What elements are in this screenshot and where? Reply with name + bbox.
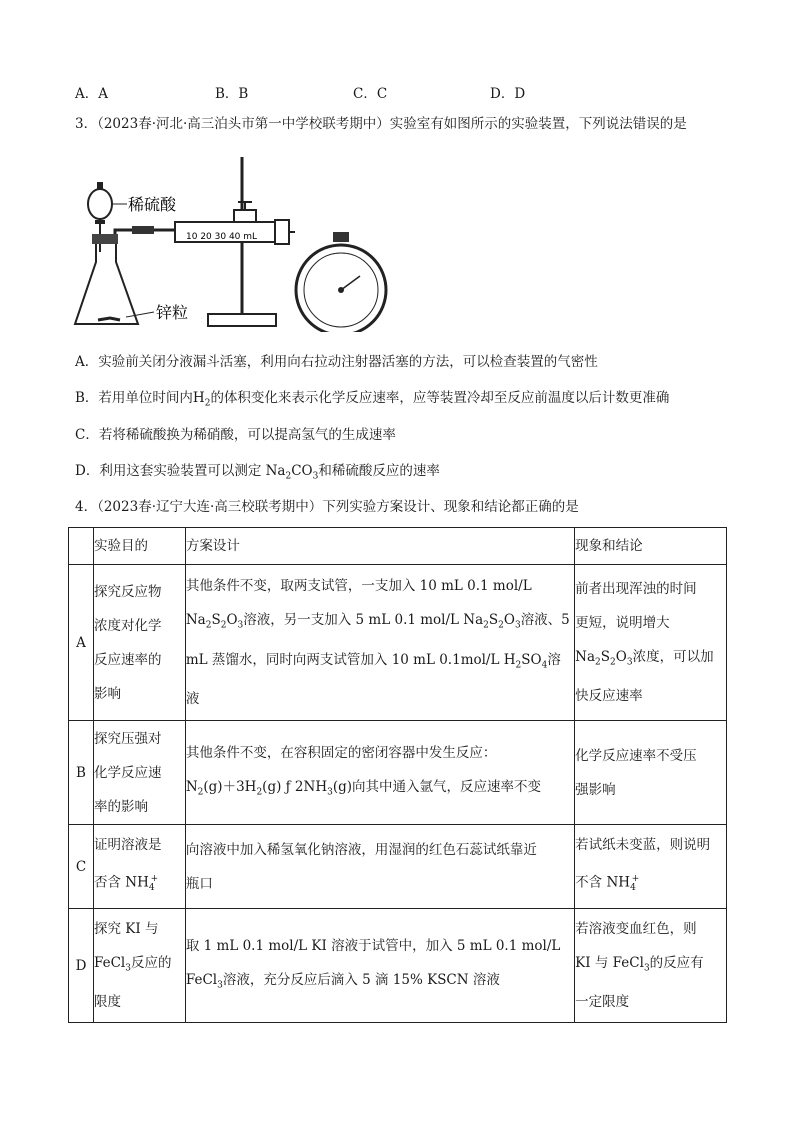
result-line: 强影响 xyxy=(575,781,616,798)
label-zinc-granules: 锌粒 xyxy=(156,303,189,322)
option-3d-post: 和稀硫酸反应的速率 xyxy=(318,463,440,479)
result-line: 快反应速率 xyxy=(575,688,643,705)
row-b-purpose xyxy=(93,721,185,825)
question-3-stem: 3．（2023春·河北·高三泊头市第一中学校联考期中）实验室有如图所示的实验装置，下列说法错误的是 xyxy=(75,116,687,132)
text: O xyxy=(503,611,515,628)
text: 溶 xyxy=(547,651,561,668)
purpose-line: 否含 $NH_4^+$ xyxy=(93,873,159,894)
table-row xyxy=(69,909,727,1023)
result-line: KI 与 FeCl$_3$的反应有 xyxy=(575,954,704,974)
separatory-funnel xyxy=(88,189,112,219)
result-line: 若试纸未变蓝，则说明 xyxy=(575,836,711,853)
result-line: 前者出现浑浊的时间 xyxy=(575,580,697,597)
table-row xyxy=(69,825,727,909)
row-d-design xyxy=(185,909,574,1023)
text: O xyxy=(615,648,627,665)
text: mL 蒸馏水，同时向两支试管加入 10 mL 0.1mol/L H xyxy=(185,651,516,668)
text: SO xyxy=(521,651,542,668)
text: KI 与 FeCl xyxy=(575,954,644,971)
option-3b-post: 的体积变化来表示化学反应速率，应等装置冷却至反应前温度以后计数更准确 xyxy=(210,390,670,406)
option-3d-mid: CO xyxy=(291,463,313,479)
text: 的反应有 xyxy=(649,954,704,971)
purpose-line: 化学反应速 xyxy=(93,764,162,781)
design-line: $Na_2S_2O_3$溶液，另一支加入 5 mL 0.1 mol/L $Na_2S_2O_3$溶液、5 xyxy=(185,611,570,631)
table-row xyxy=(69,565,727,721)
option-d: D．D xyxy=(490,86,526,102)
text: 溶液、5 xyxy=(520,611,570,628)
row-a-result xyxy=(575,565,727,721)
option-b: B．B xyxy=(215,86,249,102)
rubber-tube xyxy=(132,226,154,234)
text: 溶液，另一支加入 5 mL 0.1 mol/L Na xyxy=(243,611,484,628)
conical-flask xyxy=(75,244,138,324)
text: 反应的 xyxy=(130,954,172,971)
text: S xyxy=(211,611,221,628)
purpose-line: 影响 xyxy=(93,685,121,702)
header-purpose: 实验目的 xyxy=(93,528,185,565)
option-3b: B．若用单位时间内$H_2$的体积变化来表示化学反应速率，应等装置冷却至反应前温度以后计数更准确 xyxy=(75,390,670,409)
purpose-line: 证明溶液是 xyxy=(93,836,162,853)
option-3a: A．实验前关闭分液漏斗活塞，利用向右拉动注射器活塞的方法，可以检查装置的气密性 xyxy=(75,354,598,370)
header-design: 方案设计 xyxy=(185,528,574,565)
purpose-line: 限度 xyxy=(93,994,121,1011)
table-row xyxy=(69,721,727,825)
row-b-result xyxy=(575,721,727,825)
text: S xyxy=(600,648,611,665)
text: FeCl xyxy=(93,954,126,971)
header-result: 现象和结论 xyxy=(575,528,727,565)
result-line: 不含 $NH_4^+$ xyxy=(575,873,640,894)
apparatus-figure xyxy=(70,152,390,332)
stand-base xyxy=(208,314,276,326)
text: N xyxy=(185,778,198,795)
row-d-result xyxy=(575,909,727,1023)
design-line: 其他条件不变，在容积固定的密闭容器中发生反应： xyxy=(185,744,497,761)
design-line: 向溶液中加入稀氢氧化钠溶液，用湿润的红色石蕊试纸靠近 xyxy=(185,841,537,858)
purpose-line: 率的影响 xyxy=(93,798,148,815)
text: 浓度，可以加 xyxy=(632,648,714,665)
result-line: 若溶液变血红色，则 xyxy=(575,920,697,937)
text: FeCl xyxy=(185,971,218,988)
text: Na xyxy=(185,611,206,628)
purpose-line: FeCl$_3$反应的 xyxy=(93,954,172,974)
option-3c: C．若将稀硫酸换为稀硝酸，可以提高氢气的生成速率 xyxy=(75,427,396,443)
row-label-c: C xyxy=(69,825,94,909)
result-line: 化学反应速率不受压 xyxy=(575,747,697,764)
design-line: 其他条件不变，取两支试管，一支加入 10 mL 0.1 mol/L xyxy=(185,577,532,594)
row-label-d: D xyxy=(69,909,94,1023)
row-c-result xyxy=(575,825,727,909)
table-header-row xyxy=(69,528,727,565)
purpose-line: 探究反应物 xyxy=(93,583,162,600)
result-line: 一定限度 xyxy=(575,994,630,1011)
row-c-design xyxy=(185,825,574,909)
option-a: A．A xyxy=(75,86,108,102)
text: O xyxy=(226,611,238,628)
text: (g)向其中通入氩气，反应速率不变 xyxy=(332,778,542,795)
design-line: FeCl$_3$溶液，充分反应后滴入 5 滴 15% KSCN 溶液 xyxy=(185,971,500,991)
stopper xyxy=(92,234,118,244)
option-3d: D．利用这套实验装置可以测定 $Na_2CO_3$和稀硫酸反应的速率 xyxy=(75,463,440,482)
design-line: 取 1 mL 0.1 mol/L KI 溶液于试管中，加入 5 mL 0.1 mol/L xyxy=(185,937,561,954)
text: 不含 NH xyxy=(575,874,631,891)
text: S xyxy=(488,611,499,628)
text: (g)＋3H xyxy=(203,778,257,795)
text: Na xyxy=(575,648,596,665)
option-c: C．C xyxy=(353,86,388,102)
design-line: 瓶口 xyxy=(185,875,213,892)
row-d-purpose xyxy=(93,909,185,1023)
design-line: 液 xyxy=(185,691,200,708)
question-4-stem: 4．（2023春·辽宁大连·高三校联考期中）下列实验方案设计、现象和结论都正确的是 xyxy=(75,499,579,515)
row-a-design xyxy=(185,565,574,721)
stopwatch-button xyxy=(333,232,349,242)
header-blank xyxy=(69,528,94,565)
design-line: mL 蒸馏水，同时向两支试管加入 10 mL 0.1mol/L $H_2SO_4$溶 xyxy=(185,651,561,671)
text: 溶液，充分反应后滴入 5 滴 15% KSCN 溶液 xyxy=(222,971,500,988)
text: (g) ƒ 2NH xyxy=(262,778,328,795)
purpose-line: 反应速率的 xyxy=(93,651,162,668)
experiment-table xyxy=(68,527,727,1023)
row-label-b: B xyxy=(69,721,94,825)
row-label-a: A xyxy=(69,565,94,721)
result-line: 更短，说明增大 xyxy=(575,614,670,631)
design-line: $N_2(g)+3H_2(g)$ ƒ $2NH_3(g)$向其中通入氩气，反应速率不变 xyxy=(185,778,542,798)
row-a-purpose xyxy=(93,565,185,721)
option-3b-pre: B．若用单位时间内H xyxy=(75,390,205,406)
option-3d-pre: D．利用这套实验装置可以测定 Na xyxy=(75,463,286,479)
text: 否含 NH xyxy=(93,874,149,891)
purpose-line: 探究压强对 xyxy=(93,730,162,747)
syringe-scale: 10 20 30 40 mL xyxy=(186,232,258,242)
result-line: $Na_2S_2O_3$浓度，可以加 xyxy=(575,648,714,668)
row-c-purpose xyxy=(93,825,185,909)
purpose-line: 探究 KI 与 xyxy=(93,920,159,937)
purpose-line: 浓度对化学 xyxy=(93,617,162,634)
label-dilute-sulfuric-acid: 稀硫酸 xyxy=(128,195,177,214)
row-b-design xyxy=(185,721,574,825)
